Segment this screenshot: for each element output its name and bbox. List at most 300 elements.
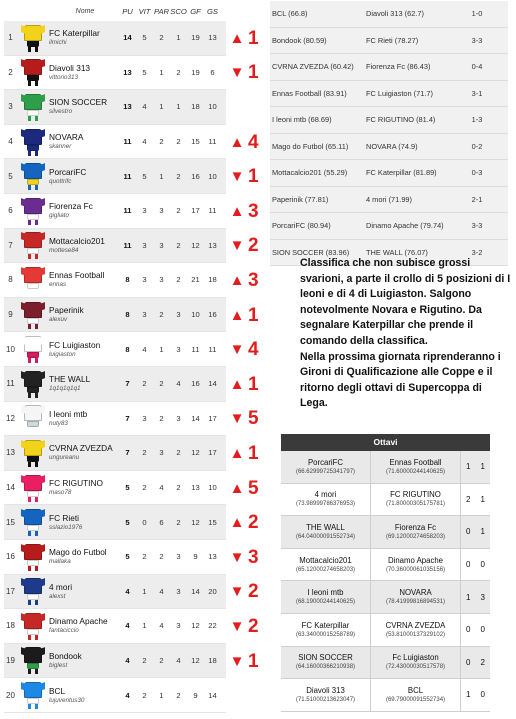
wins: 3 (142, 206, 147, 216)
team-name: 4 mori (49, 581, 73, 592)
ottavi-match[interactable] (281, 614, 490, 647)
result-row[interactable] (270, 134, 508, 161)
points: 7 (125, 413, 130, 423)
team-name: Dinamo Apache (49, 616, 108, 627)
home-coefficient: (65.12000274658203) (295, 566, 356, 573)
team-kit (17, 159, 49, 193)
manager-name: alexuv (49, 316, 68, 324)
ottavi-match[interactable] (281, 451, 490, 484)
draws: 2 (159, 137, 164, 147)
wins: 5 (142, 171, 147, 181)
ottavi-match[interactable] (281, 647, 490, 680)
football-kit-icon (22, 127, 44, 157)
goals-against: 13 (208, 33, 217, 43)
team-kit (17, 298, 49, 332)
draws: 6 (159, 517, 164, 527)
points: 4 (125, 655, 130, 665)
goals-against: 15 (208, 517, 217, 527)
away-cell (371, 679, 461, 711)
result-row[interactable] (270, 187, 508, 214)
team-name: Diavoli 313 (49, 62, 91, 73)
position: 15 (6, 517, 15, 527)
away-team: Fiorenza Fc (394, 522, 437, 532)
standings-row[interactable] (4, 125, 226, 160)
team-cell (49, 63, 119, 82)
score: 1-3 (471, 115, 483, 125)
away-goals: 3 (480, 592, 485, 602)
triangle-up-icon: ▲ (229, 514, 245, 532)
triangle-down-icon: ▼ (229, 652, 245, 670)
score: 0-2 (471, 141, 483, 151)
team-name: I leoni mtb (49, 408, 88, 419)
team-name: SION SOCCER (49, 97, 108, 108)
wins: 1 (142, 621, 147, 631)
position: 19 (6, 655, 15, 665)
points: 7 (125, 448, 130, 458)
team-cell (49, 513, 119, 532)
triangle-down-icon: ▼ (229, 168, 245, 186)
team-cell (49, 236, 119, 255)
home-goals: 2 (466, 494, 471, 504)
score: 2-1 (471, 194, 483, 204)
draws: 4 (159, 621, 164, 631)
away-team: FC RIGUTINO (81.4) (366, 115, 436, 125)
trend-indicator (229, 125, 271, 160)
home-team: PorcariFC (80.94) (272, 221, 331, 231)
draws: 4 (159, 483, 164, 493)
team-kit (17, 402, 49, 436)
standings-row[interactable] (4, 540, 226, 575)
standings-row[interactable] (4, 194, 226, 229)
ottavi-match[interactable] (281, 549, 490, 582)
result-row[interactable] (270, 107, 508, 134)
ottavi-match[interactable] (281, 484, 490, 517)
goals-for: 15 (191, 137, 200, 147)
away-cell (371, 451, 461, 483)
home-coefficient: (64.04000091552734) (295, 533, 356, 540)
wins: 4 (142, 344, 147, 354)
position: 10 (6, 344, 15, 354)
trend-amount: 2 (248, 512, 259, 534)
trend-indicator (229, 609, 271, 644)
losses: 4 (176, 379, 181, 389)
away-team: THE WALL (76.07) (366, 247, 428, 257)
wins: 5 (142, 67, 147, 77)
trend-indicator (229, 21, 271, 56)
position: 17 (6, 586, 15, 596)
standings-row[interactable] (4, 644, 226, 679)
trend-indicator (229, 436, 271, 471)
goals-against: 11 (208, 206, 217, 216)
team-cell (49, 582, 119, 601)
manager-name: ilmichi (49, 39, 67, 47)
football-kit-icon (22, 265, 44, 295)
triangle-up-icon: ▲ (229, 306, 245, 324)
standings-row[interactable] (4, 609, 226, 644)
standings-row[interactable] (4, 332, 226, 367)
team-name: CVRNA ZVEZDA (49, 443, 113, 454)
trend-indicator (229, 159, 271, 194)
standings-row[interactable] (4, 575, 226, 610)
result-row[interactable] (270, 81, 508, 108)
goals-for: 17 (191, 206, 200, 216)
team-name: Ennas Football (49, 270, 105, 281)
losses: 2 (176, 206, 181, 216)
standings-row[interactable] (4, 56, 226, 91)
standings-row[interactable] (4, 505, 226, 540)
football-kit-icon (22, 507, 44, 537)
points: 11 (123, 171, 132, 181)
football-kit-icon (22, 23, 44, 53)
away-coefficient: (78.41999816894531) (385, 599, 446, 606)
score: 0-3 (471, 168, 483, 178)
wins: 2 (142, 552, 147, 562)
away-coefficient: (71.80000305175781) (385, 501, 446, 508)
points: 11 (123, 137, 132, 147)
home-coefficient: (66.62999725341797) (295, 468, 356, 475)
away-goals: 1 (480, 462, 485, 472)
trend-indicator (229, 298, 271, 333)
goals-against: 18 (208, 275, 217, 285)
draws: 1 (159, 102, 164, 112)
away-coefficient: (69.12000274658203) (385, 533, 446, 540)
home-team: Diavoli 313 (306, 685, 345, 695)
away-team: Dinamo Apache (387, 555, 444, 565)
goals-against: 14 (208, 690, 217, 700)
points: 13 (123, 67, 132, 77)
goals-against: 16 (208, 310, 217, 320)
losses: 2 (176, 517, 181, 527)
header-name: Nome (75, 7, 95, 15)
team-cell (49, 616, 119, 635)
football-kit-icon (22, 645, 44, 675)
draws: 2 (159, 310, 164, 320)
team-cell (49, 28, 119, 47)
trend-amount: 4 (248, 131, 259, 153)
manager-name: gigliato (49, 212, 69, 220)
draws: 1 (159, 171, 164, 181)
triangle-down-icon: ▼ (229, 583, 245, 601)
trend-indicator (229, 471, 271, 506)
points: 4 (125, 690, 130, 700)
trend-amount: 2 (248, 581, 259, 603)
result-row[interactable] (270, 160, 508, 187)
triangle-up-icon: ▲ (229, 202, 245, 220)
goals-for: 12 (191, 240, 200, 250)
trend-amount: 2 (248, 615, 259, 637)
draws: 1 (159, 344, 164, 354)
draws: 2 (159, 655, 164, 665)
away-team: FC Rieti (78.27) (366, 35, 419, 45)
standings-row[interactable] (4, 263, 226, 298)
team-kit (17, 505, 49, 539)
home-coefficient: (71.51000213623047) (295, 696, 356, 703)
away-goals: 1 (480, 494, 485, 504)
away-team: 4 mori (71.99) (366, 194, 413, 204)
standings-row[interactable] (4, 298, 226, 333)
team-kit (17, 678, 49, 712)
goals-against: 10 (208, 171, 217, 181)
position: 4 (8, 137, 13, 147)
away-coefficient: (69.79000091552734) (385, 696, 446, 703)
trend-amount: 3 (248, 546, 259, 568)
standings-body (4, 21, 226, 713)
score: 3-3 (471, 221, 483, 231)
losses: 1 (176, 33, 181, 43)
home-goals: 0 (466, 625, 471, 635)
points: 4 (125, 586, 130, 596)
result-row[interactable] (270, 213, 508, 240)
team-name: FC Luigiaston (49, 339, 101, 350)
home-goals: 1 (466, 690, 471, 700)
home-team: PorcariFC (307, 457, 344, 467)
position: 11 (6, 379, 15, 389)
trend-amount: 4 (248, 339, 259, 361)
trend-amount: 1 (248, 62, 259, 84)
manager-name: quottrifc (49, 177, 72, 185)
draws: 1 (159, 690, 164, 700)
score: 3-3 (471, 35, 483, 45)
team-name: Bondook (49, 650, 82, 661)
goals-for: 12 (191, 621, 200, 631)
team-cell (49, 478, 119, 497)
losses: 2 (176, 690, 181, 700)
losses: 1 (176, 102, 181, 112)
football-kit-icon (22, 542, 44, 572)
ottavi-match[interactable] (281, 516, 490, 549)
team-cell (49, 409, 119, 428)
manager-name: mottese84 (49, 246, 79, 254)
trend-indicator (229, 367, 271, 402)
trend-amount: 1 (248, 27, 259, 49)
ottavi-match[interactable] (281, 581, 490, 614)
wins: 3 (142, 310, 147, 320)
manager-name: 1q1q1q1q1 (49, 385, 81, 393)
losses: 3 (176, 552, 181, 562)
position: 3 (8, 102, 13, 112)
goals-against: 6 (210, 67, 215, 77)
team-kit (17, 332, 49, 366)
football-kit-icon (22, 403, 44, 433)
ottavi-title: Ottavi (281, 434, 490, 451)
football-kit-icon (22, 57, 44, 87)
draws: 1 (159, 67, 164, 77)
position: 18 (6, 621, 15, 631)
standings-table (4, 1, 226, 713)
home-cell (281, 516, 371, 548)
home-team: 4 mori (314, 490, 337, 500)
manager-name: alexst (49, 592, 66, 600)
home-team: Paperinik (77.81) (272, 194, 329, 204)
triangle-up-icon: ▲ (229, 479, 245, 497)
standings-row[interactable] (4, 159, 226, 194)
losses: 2 (176, 483, 181, 493)
team-name: Mago do Futbol (49, 547, 107, 558)
away-team: Fc Luigiaston (392, 653, 439, 663)
points: 5 (125, 552, 130, 562)
manager-name: ennas (49, 281, 67, 289)
draws: 2 (159, 379, 164, 389)
home-cell (281, 549, 371, 581)
score: 0-4 (471, 62, 483, 72)
away-team: FC Luigiaston (71.7) (366, 88, 433, 98)
away-goals: 0 (480, 690, 485, 700)
home-coefficient: (64.16000366210938) (295, 664, 356, 671)
team-kit (17, 436, 49, 470)
wins: 1 (142, 586, 147, 596)
draws: 3 (159, 275, 164, 285)
team-cell (49, 270, 119, 289)
team-cell (49, 132, 119, 151)
home-goals: 0 (466, 527, 471, 537)
position: 13 (6, 448, 15, 458)
trend-amount: 5 (248, 408, 259, 430)
home-goals: 1 (466, 592, 471, 602)
manager-name: ungureanu (49, 454, 80, 462)
goals-against: 11 (208, 137, 217, 147)
manager-name: silvestro (49, 108, 73, 116)
goals-for: 14 (191, 413, 200, 423)
away-team: FC Katerpillar (81.89) (366, 168, 437, 178)
standings-row[interactable] (4, 436, 226, 471)
home-team: I leoni mtb (68.69) (272, 115, 332, 125)
football-kit-icon (22, 92, 44, 122)
home-coefficient: (73.98999786376953) (295, 501, 356, 508)
trend-indicator (229, 575, 271, 610)
football-kit-icon (22, 438, 44, 468)
points: 5 (125, 517, 130, 527)
header-gf: GF (190, 6, 201, 16)
home-team: CVRNA ZVEZDA (60.42) (272, 62, 354, 72)
result-row[interactable] (270, 54, 508, 81)
goals-for: 12 (191, 517, 200, 527)
away-cell (371, 484, 461, 516)
goals-for: 21 (191, 275, 200, 285)
losses: 3 (176, 344, 181, 354)
manager-name: lujuventus30 (49, 696, 85, 704)
away-team: Fiorenza Fc (86.43) (366, 62, 431, 72)
football-kit-icon (22, 473, 44, 503)
points: 8 (125, 344, 130, 354)
team-cell (49, 686, 119, 705)
wins: 4 (142, 102, 147, 112)
standings-row[interactable] (4, 90, 226, 125)
points: 4 (125, 621, 130, 631)
away-cell (371, 581, 461, 613)
away-team: NOVARA (399, 588, 432, 598)
away-team: BCL (407, 685, 424, 695)
wins: 2 (142, 448, 147, 458)
position: 12 (6, 413, 15, 423)
football-kit-icon (22, 161, 44, 191)
team-kit (17, 56, 49, 90)
home-goals: 1 (466, 462, 471, 472)
losses: 3 (176, 310, 181, 320)
standings-row[interactable] (4, 402, 226, 437)
goals-for: 10 (191, 310, 200, 320)
team-kit (17, 471, 49, 505)
triangle-up-icon: ▲ (229, 29, 245, 47)
standings-row[interactable] (4, 678, 226, 713)
home-coefficient: (68.19000244140625) (295, 599, 356, 606)
draws: 2 (159, 413, 164, 423)
football-kit-icon (22, 230, 44, 260)
team-kit (17, 90, 49, 124)
standings-row[interactable] (4, 367, 226, 402)
standings-row[interactable] (4, 229, 226, 264)
draws: 3 (159, 448, 164, 458)
commentary-paragraph-2: Nella prossima giornata riprenderanno i Gironi di Qualificazione alle Coppe e il ritorno degli ottavi di Supercoppa di Lega. (300, 350, 501, 410)
team-kit (17, 125, 49, 159)
triangle-up-icon: ▲ (229, 444, 245, 462)
goals-against: 20 (208, 586, 217, 596)
position: 7 (8, 240, 13, 250)
standings-row[interactable] (4, 21, 226, 56)
home-cell (281, 581, 371, 613)
goals-against: 13 (208, 240, 217, 250)
points: 13 (123, 102, 132, 112)
result-row[interactable] (270, 28, 508, 55)
team-kit (17, 21, 49, 55)
trend-indicator (229, 229, 271, 264)
wins: 5 (142, 33, 147, 43)
home-team: I leoni mtb (307, 588, 344, 598)
wins: 2 (142, 690, 147, 700)
goals-against: 14 (208, 379, 217, 389)
goals-against: 17 (208, 448, 217, 458)
triangle-down-icon: ▼ (229, 410, 245, 428)
position: 1 (8, 33, 13, 43)
home-team: Mottacalcio201 (299, 555, 352, 565)
result-row[interactable] (270, 1, 508, 28)
team-kit (17, 229, 49, 263)
manager-name: vittorio313 (49, 73, 79, 81)
position: 20 (6, 690, 15, 700)
standings-row[interactable] (4, 471, 226, 506)
away-cell (371, 647, 461, 679)
trend-amount: 1 (248, 166, 259, 188)
home-team: Ennas Football (83.91) (272, 88, 347, 98)
points: 8 (125, 275, 130, 285)
team-cell (49, 651, 119, 670)
team-cell (49, 97, 119, 116)
manager-name: sslazio1976 (49, 523, 83, 531)
standings-header (4, 1, 226, 21)
trend-indicator (229, 402, 271, 437)
triangle-down-icon: ▼ (229, 617, 245, 635)
goals-for: 18 (191, 102, 200, 112)
home-cell (281, 647, 371, 679)
team-kit (17, 367, 49, 401)
goals-against: 11 (208, 344, 217, 354)
away-coefficient: (72.43000030517578) (385, 664, 446, 671)
triangle-down-icon: ▼ (229, 341, 245, 359)
trend-indicator (229, 644, 271, 679)
away-goals: 0 (480, 625, 485, 635)
score: 3-2 (471, 247, 483, 257)
ottavi-match[interactable] (281, 679, 490, 712)
losses: 3 (176, 586, 181, 596)
team-kit (17, 575, 49, 609)
home-goals: 0 (466, 657, 471, 667)
away-team: Diavoli 313 (62.7) (366, 9, 424, 19)
wins: 2 (142, 379, 147, 389)
trend-indicator (229, 263, 271, 298)
commentary-paragraph-1: Classifica che non subisce grossi svarioni, a parte il crollo di 5 posizioni di I leoni e di 4 di Luigiaston. Salgono notevolmente Novara e Rigutino. Da segnalare Katerpillar che prende il comando della classifica. (300, 257, 511, 347)
points: 14 (123, 33, 132, 43)
team-kit (17, 644, 49, 678)
team-name: FC Katerpillar (49, 28, 100, 39)
